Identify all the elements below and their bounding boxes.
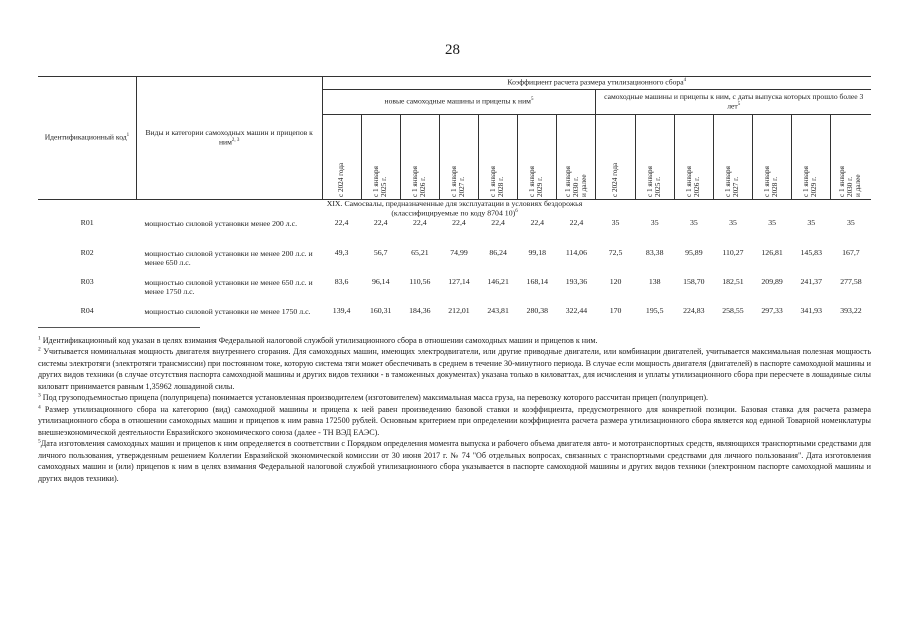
- coef-new-cell: 184,36: [409, 305, 431, 315]
- coef-old-cell: 393,22: [840, 305, 862, 315]
- new-machines-header: новые самоходные машины и прицепы к ним$^5$: [322, 90, 596, 115]
- footnote-1: $^1$ Идентификационный код указан в целях взимания Федеральной налоговой службой утилизационного сбора в отношении самоходных машин и прицепов к ним.: [38, 335, 598, 345]
- year-header-old-6: с 1 января 2030 г. и далее: [831, 115, 871, 200]
- coef-new-cell: 99,18: [528, 247, 547, 257]
- coef-old-cell: 35: [611, 217, 620, 227]
- year-header-new-6: с 1 января 2030 г. и далее: [557, 115, 596, 200]
- footnote-separator: [38, 327, 200, 328]
- section-heading: XIX. Самосвалы, предназначенные для эксплуатации в условиях бездорожья (классифицируемые по коду 8704 10)$^6$: [326, 199, 583, 218]
- coef-old-cell: 145,83: [800, 247, 822, 257]
- year-header-old-0: с 2024 года: [596, 115, 635, 200]
- coef-new-cell: 280,38: [526, 305, 548, 315]
- coef-old-cell: 341,93: [800, 305, 822, 315]
- coef-old-cell: 95,89: [685, 247, 703, 257]
- coef-new-cell: 22,4: [334, 217, 349, 227]
- row-description: мощностью силовой установки не менее 650 л.с. и менее 1750 л.с.: [144, 277, 313, 296]
- year-header-old-2: с 1 января 2026 г.: [674, 115, 713, 200]
- footnote-4: $^4$ Размер утилизационного сбора на категорию (вид) самоходной машины и прицепа к ней равен произведению базовой ставки и коэффициента, предусмотренного для конкретной позиции. Базовая ставка для расчета размера утилизационного сбора в отношении самоходных машин и прицепов к ним равна 172500 рублей. Основным критерием при определении коэффициента расчета размера утилизационного сбора является код единой Товарной номенклатуры внешнеэкономической деятельности Евразийского экономического союза (далее - ТН ВЭД ЕАЭС).: [38, 404, 871, 437]
- year-header-old-1: с 1 января 2025 г.: [635, 115, 674, 200]
- table-row: [38, 219, 871, 249]
- coef-old-cell: 35: [807, 217, 816, 227]
- year-header-new-5: с 1 января 2029 г.: [518, 115, 557, 200]
- row-code: R01: [80, 217, 94, 227]
- coef-old-cell: 83,38: [645, 247, 664, 257]
- table-row: [38, 278, 871, 307]
- coef-old-cell: 35: [650, 217, 659, 227]
- coef-old-cell: 297,33: [761, 305, 783, 315]
- row-code: R04: [80, 305, 94, 315]
- coef-new-cell: 22,4: [373, 217, 388, 227]
- year-header-old-5: с 1 января 2029 г.: [792, 115, 831, 200]
- page-number: 28: [445, 42, 460, 58]
- row-description: мощностью силовой установки менее 200 л.с.: [144, 218, 298, 228]
- coef-new-cell: 65,21: [411, 247, 429, 257]
- year-header-new-2: с 1 января 2026 г.: [400, 115, 439, 200]
- coef-new-cell: 127,14: [448, 276, 470, 286]
- old-machines-header: самоходные машины и прицепы к ним, с даты выпуска которых прошло более 3 лет$^5$: [596, 90, 871, 115]
- coef-new-cell: 243,81: [487, 305, 509, 315]
- coef-old-cell: 138: [648, 276, 661, 286]
- coef-old-cell: 258,55: [722, 305, 744, 315]
- kind-header: Виды и категории самоходных машин и прицепов к ним$^{2, 3}$: [136, 77, 322, 200]
- coef-new-cell: 114,06: [565, 247, 587, 257]
- coef-old-cell: 241,37: [800, 276, 822, 286]
- coef-old-cell: 195,5: [645, 305, 664, 315]
- coef-new-cell: 22,4: [530, 217, 545, 227]
- year-header-new-0: с 2024 года: [322, 115, 361, 200]
- coef-old-cell: 209,89: [761, 276, 783, 286]
- coef-new-cell: 49,3: [334, 247, 349, 257]
- coef-new-cell: 86,24: [489, 247, 507, 257]
- row-description: мощностью силовой установки не менее 1750 л.с.: [144, 306, 311, 316]
- year-header-new-1: с 1 января 2025 г.: [361, 115, 400, 200]
- table-row: [38, 307, 871, 336]
- coef-old-cell: 182,51: [722, 276, 744, 286]
- coef-new-cell: 96,14: [371, 276, 390, 286]
- coef-new-cell: 146,21: [487, 276, 509, 286]
- coef-new-cell: 168,14: [526, 276, 548, 286]
- footnotes: [38, 335, 871, 484]
- coef-new-cell: 160,31: [369, 305, 392, 315]
- footnote-5: $^5$Дата изготовления самоходных машин и прицепов к ним определяется в соответствии с Порядком определения момента выпуска и рабочего объема двигателя авто- и мототранспортных средств, являющихся транспортными средствами для личного пользования, утвержденным решением Коллегии Евразийской экономической комиссии от 30 июня 2017 г. № 74 "Об отдельных вопросах, связанных с транспортными средствами для личного пользования". Дата изготовления самоходных машин и (или) прицепов к ним в целях взимания Федеральной налоговой службой утилизационного сбора указывается в паспорте самоходной машины и других видов техники (электронном паспорте самоходной машины и других видов техники).: [38, 438, 871, 483]
- coefficient-table: [38, 76, 871, 336]
- coef-old-cell: 170: [609, 305, 622, 315]
- year-header-old-3: с 1 января 2027 г.: [713, 115, 752, 200]
- coef-new-cell: 212,01: [448, 305, 470, 315]
- coef-old-cell: 35: [847, 217, 855, 227]
- coef-new-cell: 322,44: [565, 305, 588, 315]
- row-description: мощностью силовой установки не менее 200 л.с. и менее 650 л.с.: [144, 248, 313, 267]
- coef-old-cell: 126,81: [761, 247, 783, 257]
- coef-new-cell: 83,6: [334, 276, 349, 286]
- row-code: R03: [80, 276, 94, 286]
- coef-old-cell: 72,5: [608, 247, 623, 257]
- row-code: R02: [80, 247, 94, 257]
- footnote-2: $^2$ Учитывается номинальная мощность двигателя внутреннего сгорания. Для самоходных машин, имеющих электродвигатели, или другие приводные двигатели, или комбинации двигателей, учитывается максимальная полезная мощность системы электротяги (электротяги трансмиссии) при постоянном токе, которую система тяги может обеспечивать в среднем в течение 30-минутного периода. В случае если мощность двигателя (двигателей) в паспорте самоходной машины и других видов техники (в случае отсутствия паспорта самоходной машины и других видов техники - в таможенных документах) указана только в киловаттах, для исчисления и уплаты утилизационного сбора при пересчете в лошадиные силы киловатт принимается равным 1,35962 лошадиной силы.: [38, 346, 872, 391]
- table-row: [38, 249, 871, 278]
- year-header-new-4: с 1 января 2028 г.: [479, 115, 518, 200]
- coef-new-cell: 139,4: [332, 305, 351, 315]
- coef-old-cell: 35: [768, 217, 777, 227]
- coef-old-cell: 110,27: [722, 247, 744, 257]
- coef-old-cell: 120: [609, 276, 622, 286]
- coef-old-cell: 224,83: [683, 305, 705, 315]
- coef-new-cell: 22,4: [413, 217, 427, 227]
- coef-new-cell: 56,7: [373, 247, 388, 257]
- coefficient-header: Коэффициент расчета размера утилизационного сбора$^4$: [322, 77, 871, 90]
- coef-old-cell: 35: [729, 217, 737, 227]
- coef-new-cell: 74,99: [450, 247, 468, 257]
- coef-old-cell: 158,70: [683, 276, 705, 286]
- coef-old-cell: 35: [689, 217, 698, 227]
- year-header-new-3: с 1 января 2027 г.: [439, 115, 478, 200]
- year-header-old-4: с 1 января 2028 г.: [753, 115, 792, 200]
- coef-new-cell: 22,4: [452, 217, 466, 227]
- coef-new-cell: 193,36: [565, 276, 588, 286]
- coef-new-cell: 22,4: [569, 217, 584, 227]
- id-code-header: Идентификационный код$^1$: [38, 77, 136, 200]
- footnote-3: $^3$ Под грузоподъемностью прицепа (полуприцепа) понимается установленная производителем (изготовителем) максимальная масса груза, на перевозку которого рассчитан прицеп (полуприцеп).: [38, 392, 709, 403]
- coef-new-cell: 22,4: [491, 217, 505, 227]
- coef-new-cell: 110,56: [409, 276, 431, 286]
- coef-old-cell: 167,7: [842, 247, 860, 257]
- coef-old-cell: 277,58: [840, 276, 862, 286]
